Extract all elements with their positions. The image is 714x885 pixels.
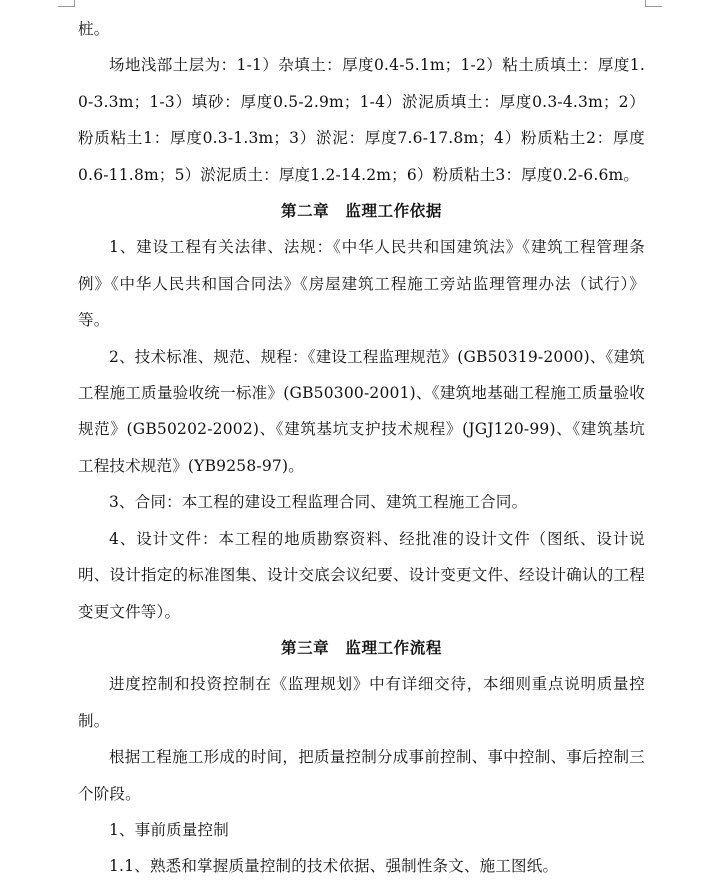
page-corner-mark-left	[58, 0, 75, 7]
workflow-paragraph-stages: 根据工程施工形成的时间，把质量控制分成事前控制、事中控制、事后控制三个阶段。	[78, 748, 645, 803]
document-body	[78, 11, 645, 885]
workflow-item-pre-control: 1、事前质量控制	[109, 820, 229, 839]
paragraph-continuation: 桩。	[78, 20, 110, 38]
workflow-item-1-1: 1.1、熟悉和掌握质量控制的技术依据、强制性条文、施工图纸。	[109, 857, 559, 876]
basis-item-contracts: 3、合同：本工程的建设工程监理合同、建筑工程施工合同。	[109, 493, 528, 512]
basis-item-laws: 1、建设工程有关法律、法规：《中华人民共和国建筑法》《建筑工程管理条例》《中华人民共和国合同法》《房屋建筑工程施工旁站监理管理办法（试行）》等。	[78, 238, 645, 330]
basis-item-standards: 2、技术标准、规范、规程：《建设工程监理规范》(GB50319-2000)、《建筑工程施工质量验收统一标准》(GB50300-2001)、《建筑地基础工程施工质量验收规范》(GB50202-2002)、《建筑基坑支护技术规程》(JGJ120-99)、《建筑基坑工程技术规范》(YB9258-97)。	[78, 347, 645, 475]
paragraph-soil-layers: 场地浅部土层为：1-1）杂填土：厚度0.4-5.1m；1-2）粘土质填土：厚度1.0-3.3m；1-3）填砂：厚度0.5-2.9m；1-4）淤泥质填土：厚度0.3-4.3m；2）粉质粘土1：厚度0.3-1.3m；3）淤泥：厚度7.6-17.8m；4）粉质粘土2：厚度0.6-11.8m；5）淤泥质土：厚度1.2-14.2m；6）粉质粘土3：厚度0.2-6.6m。	[78, 56, 645, 184]
chapter-heading-basis: 第二章 监理工作依据	[280, 201, 442, 221]
basis-item-design-docs: 4、设计文件：本工程的地质勘察资料、经批准的设计文件（图纸、设计说明、设计指定的标准图集、设计交底会议纪要、设计变更文件、经设计确认的工程变更文件等）。	[78, 529, 645, 621]
chapter-heading-workflow: 第三章 监理工作流程	[280, 637, 442, 657]
page-corner-mark-right	[645, 0, 662, 7]
workflow-paragraph-overview: 进度控制和投资控制在《监理规划》中有详细交待，本细则重点说明质量控制。	[78, 675, 645, 730]
